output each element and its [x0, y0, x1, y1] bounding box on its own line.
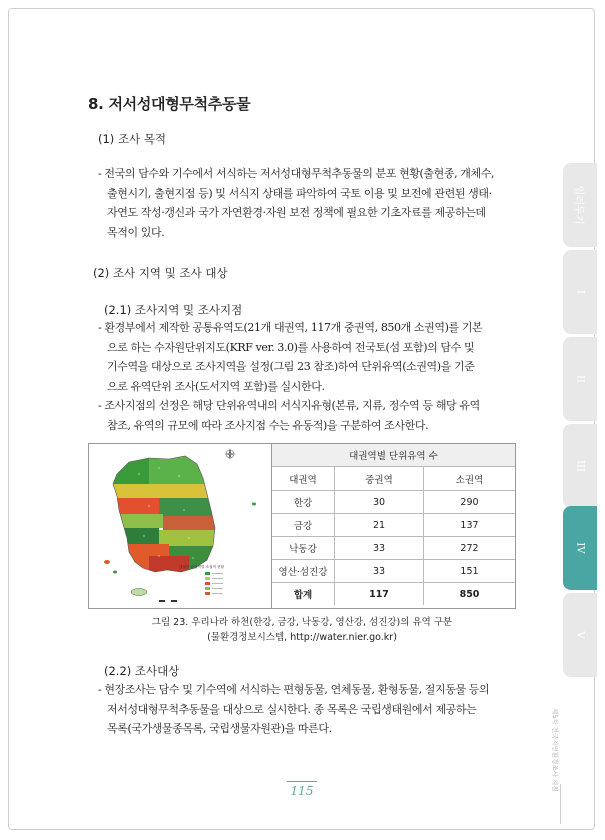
- heading-target: (2.2) 조사대상: [104, 664, 180, 678]
- table-cell: 영산·섬진강: [272, 560, 335, 583]
- table-cell: 117: [335, 583, 424, 606]
- table-cell: 137: [424, 514, 516, 537]
- tab-intro[interactable]: [563, 163, 597, 247]
- watershed-map: [89, 444, 272, 608]
- tab-1[interactable]: [563, 250, 597, 334]
- table-cell: 272: [424, 537, 516, 560]
- figure-23: [88, 443, 516, 609]
- tab-5[interactable]: [563, 593, 597, 677]
- heading-area-sub: (2.1) 조사지역 및 조사지점: [104, 303, 243, 317]
- tab-label: V: [574, 631, 586, 639]
- table-row: [272, 537, 515, 560]
- table-header-row: [272, 467, 515, 491]
- table-cell: 290: [424, 491, 516, 514]
- text-line: - 전국의 담수와 기수에서 서식하는 저서성대형무척추동물의 분포 현황(출현종, 개체수,: [98, 167, 495, 180]
- tab-3[interactable]: [563, 424, 597, 508]
- scale-bar: [159, 600, 183, 602]
- text-line: 출현시기, 출현지점 등) 및 서식지 상태를 파악하여 국토 이용 및 보전에 관련된 생태·: [107, 186, 492, 200]
- section-title: 8. 저서성대형무척추동물: [88, 95, 251, 113]
- text-line: 참조, 유역의 규모에 따라 조사지점 수는 유동적)을 구분하여 조사한다.: [107, 418, 429, 432]
- table-cell: 낙동강: [272, 537, 335, 560]
- table-row: [272, 491, 515, 514]
- korea-map-image: [89, 444, 271, 608]
- area-paragraph: [98, 318, 518, 435]
- table-cell: 21: [335, 514, 424, 537]
- tab-2[interactable]: [563, 337, 597, 421]
- target-paragraph: [98, 680, 518, 739]
- table-row: [272, 514, 515, 537]
- text-line: 자연도 작성·갱신과 국가 자연환경·자원 보전 정책에 필요한 기초자료를 제공하는데: [107, 206, 486, 219]
- watershed-count-table: [272, 444, 515, 605]
- table-cell: 850: [459, 588, 480, 600]
- text-line: - 환경부에서 제작한 공통유역도(21개 대권역, 117개 중권역, 850개 소권역)를 기본: [98, 321, 483, 334]
- map-legend-title: 대권역 중권역별 소권역 현황: [179, 565, 225, 569]
- text-line: 기수역을 대상으로 조사지역을 설정(그림 23 참조)하여 단위유역(소권역)을 기준: [107, 360, 475, 373]
- tab-label: 일러두기: [572, 185, 584, 225]
- table-cell: 33: [335, 537, 424, 560]
- text-line: - 현장조사는 담수 및 기수역에 서식하는 편형동물, 연체동물, 환형동물, 절지동물 등의: [98, 683, 490, 696]
- tab-label: I: [574, 290, 586, 294]
- column-header: 소권역: [424, 467, 516, 491]
- table-cell: 금강: [272, 514, 335, 537]
- map-legend: [205, 572, 223, 595]
- heading-area: (2) 조사 지역 및 조사 대상: [93, 266, 228, 280]
- table-row: [272, 560, 515, 583]
- text-line: 으로 유역단위 조사(도서지역 포함)를 실시한다.: [107, 379, 325, 393]
- column-header: 대권역: [272, 467, 335, 491]
- table-caption: 대권역별 단위유역 수: [272, 444, 515, 467]
- table-cell: 33: [335, 560, 424, 583]
- text-line: 저서성대형무척추동물을 대상으로 실시한다. 종 목록은 국립생태원에서 제공하는: [107, 702, 477, 716]
- figure-caption: 그림 23. 우리나라 하천(한강, 금강, 낙동강, 영산강, 섬진강)의 유역 구분: [151, 617, 453, 628]
- table-cell: 151: [424, 560, 516, 583]
- table-cell: 한강: [272, 491, 335, 514]
- text-line: - 조사지점의 선정은 해당 단위유역내의 서식지유형(본류, 지류, 정수역 등 해당 유역: [98, 399, 480, 412]
- tab-label: IV: [574, 542, 586, 554]
- tab-label: II: [574, 375, 586, 383]
- table-total-row: [272, 583, 515, 606]
- side-divider: [560, 784, 561, 824]
- tab-4-active[interactable]: [563, 506, 597, 590]
- column-header: 중권역: [335, 467, 424, 491]
- purpose-paragraph: [98, 164, 518, 242]
- tab-label: III: [574, 460, 586, 472]
- figure-source: (물환경정보시스템, http://water.nier.go.kr): [207, 632, 397, 643]
- table-cell: 30: [335, 491, 424, 514]
- heading-purpose: (1) 조사 목적: [98, 132, 167, 146]
- text-line: 목록(국가생물종목록, 국립생물자원관)을 따른다.: [107, 722, 332, 735]
- page-number: 115: [287, 781, 317, 798]
- text-line: 으로 하는 수자원단위지도(KRF ver. 3.0)를 사용하여 전국토(섬 포함)의 담수 및: [107, 340, 475, 354]
- compass-icon: [224, 448, 236, 460]
- side-running-title: 제5차 전국자연환경조사 지침: [551, 708, 559, 792]
- table-cell: 합계: [272, 583, 335, 606]
- text-line: 목적이 있다.: [107, 225, 165, 239]
